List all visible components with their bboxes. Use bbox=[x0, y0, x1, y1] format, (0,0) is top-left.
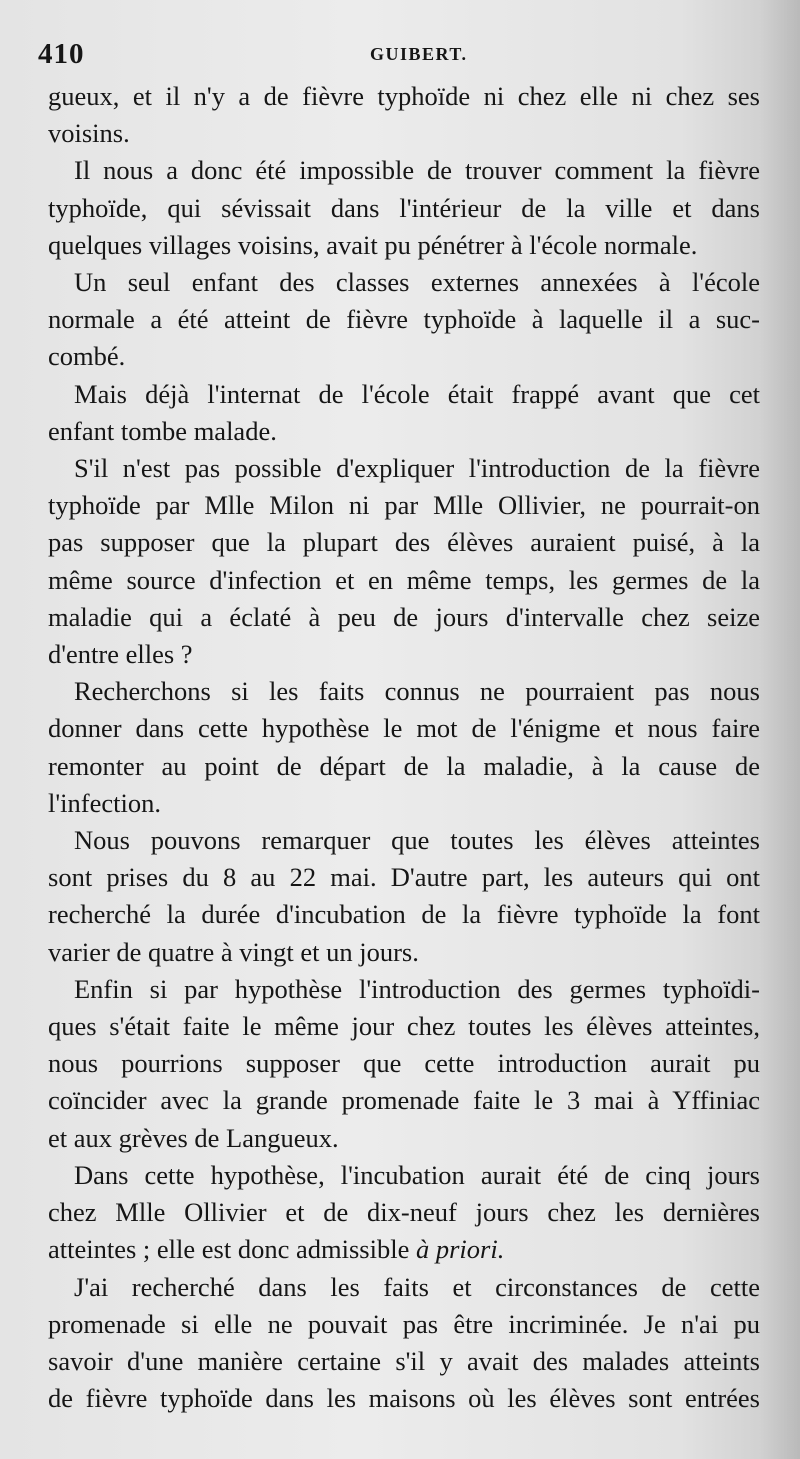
paragraph bbox=[48, 673, 760, 822]
paragraph bbox=[48, 376, 760, 450]
text-line: promenade si elle ne pouvait pas être incriminée. Je n'ai pu bbox=[48, 1308, 760, 1339]
text-line: remonter au point de départ de la maladie, à la cause de bbox=[48, 750, 760, 781]
text-line: d'entre elles ? bbox=[48, 639, 193, 670]
text-line: Dans cette hypothèse, l'incubation aurait été de cinq jours bbox=[74, 1159, 760, 1190]
text-line: chez Mlle Ollivier et de dix-neuf jours chez les dernières bbox=[48, 1197, 760, 1228]
paragraph bbox=[48, 152, 760, 264]
paragraph bbox=[48, 1269, 760, 1418]
text-segment: atteintes ; elle est donc admissible bbox=[48, 1234, 416, 1265]
text-line bbox=[48, 1231, 760, 1268]
text-line: l'infection. bbox=[48, 787, 161, 818]
italic-phrase: à priori. bbox=[415, 1234, 505, 1265]
body-text bbox=[48, 78, 760, 1417]
text-line: savoir d'une manière certaine s'il y avait des malades atteints bbox=[48, 1345, 760, 1376]
text-line: combé. bbox=[48, 341, 126, 372]
page-edge-shadow bbox=[760, 0, 800, 1459]
paragraph bbox=[48, 78, 760, 152]
running-head: GUIBERT. bbox=[370, 44, 468, 64]
text-line: coïncider avec la grande promenade faite le 3 mai à Yffiniac bbox=[48, 1085, 760, 1116]
text-line: Nous pouvons remarquer que toutes les élèves atteintes bbox=[74, 825, 760, 856]
text-line: gueux, et il n'y a de fièvre typhoïde ni chez elle ni chez ses bbox=[48, 81, 760, 111]
text-line: J'ai recherché dans les faits et circonstances de cette bbox=[74, 1271, 760, 1302]
text-line: maladie qui a éclaté à peu de jours d'intervalle chez seize bbox=[48, 601, 760, 632]
page-number: 410 bbox=[38, 38, 85, 70]
text-line: normale a été atteint de fièvre typhoïde à laquelle il a suc- bbox=[48, 304, 760, 335]
paragraph bbox=[48, 971, 760, 1157]
text-line: sont prises du 8 au 22 mai. D'autre part, les auteurs qui ont bbox=[48, 862, 760, 893]
text-line: Il nous a donc été impossible de trouver comment la fièvre bbox=[74, 155, 760, 186]
text-line: voisins. bbox=[48, 118, 130, 149]
text-line: typhoïde par Mlle Milon ni par Mlle Ollivier, ne pourrait-on bbox=[48, 490, 760, 521]
text-line: même source d'infection et en même temps, les germes de la bbox=[48, 564, 760, 595]
page-header bbox=[38, 32, 770, 76]
text-line: Mais déjà l'internat de l'école était frappé avant que cet bbox=[74, 378, 760, 409]
text-line: de fièvre typhoïde dans les maisons où les élèves sont entrées bbox=[48, 1383, 760, 1414]
text-line: Recherchons si les faits connus ne pourraient pas nous bbox=[74, 676, 760, 707]
text-line: Un seul enfant des classes externes annexées à l'école bbox=[74, 267, 760, 298]
text-line: enfant tombe malade. bbox=[48, 415, 277, 446]
text-line: Enfin si par hypothèse l'introduction des germes typhoïdi- bbox=[74, 973, 760, 1004]
text-line: pas supposer que la plupart des élèves auraient puisé, à la bbox=[48, 527, 760, 558]
text-line: nous pourrions supposer que cette introduction aurait pu bbox=[48, 1048, 760, 1079]
paragraph bbox=[48, 264, 760, 376]
text-line: quelques villages voisins, avait pu pénétrer à l'école normale. bbox=[48, 229, 698, 260]
text-line: donner dans cette hypothèse le mot de l'énigme et nous faire bbox=[48, 713, 760, 744]
text-line: recherché la durée d'incubation de la fièvre typhoïde la font bbox=[48, 899, 760, 930]
text-line: et aux grèves de Langueux. bbox=[48, 1122, 339, 1153]
text-line: typhoïde, qui sévissait dans l'intérieur de la ville et dans bbox=[48, 192, 760, 223]
paragraph bbox=[48, 450, 760, 673]
text-line: S'il n'est pas possible d'expliquer l'introduction de la fièvre bbox=[74, 453, 760, 484]
paragraph bbox=[48, 822, 760, 971]
paragraph bbox=[48, 1157, 760, 1269]
text-line: ques s'était faite le même jour chez toutes les élèves atteintes, bbox=[48, 1011, 760, 1042]
text-line: varier de quatre à vingt et un jours. bbox=[48, 936, 419, 967]
